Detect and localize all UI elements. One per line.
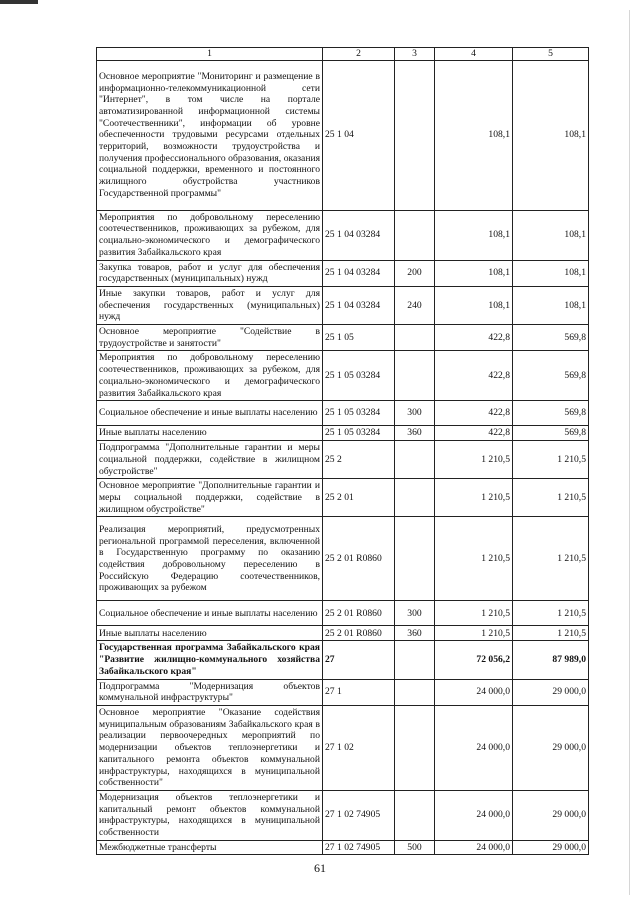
row-amount-year2-cell: 108,1: [513, 210, 589, 260]
row-amount-year1-cell: 72 056,2: [435, 641, 513, 679]
page-number: 61: [314, 861, 326, 875]
row-amount-year1-cell: 24 000,0: [435, 790, 513, 840]
table-row: [97, 325, 589, 351]
page-edge-line: [629, 10, 630, 895]
table-row: [97, 790, 589, 840]
row-expense-type-cell: [395, 325, 435, 351]
row-name-cell: Модернизация объектов теплоэнергетики и капитальный ремонт объектов коммунальной инфраструктуры, находящихся в муниципальной собственности: [97, 790, 323, 840]
row-amount-year1-cell: 1 210,5: [435, 479, 513, 517]
column-header-3: 3: [395, 48, 435, 61]
table-row: [97, 679, 589, 705]
row-expense-type-cell: [395, 641, 435, 679]
row-amount-year2-cell: 1 210,5: [513, 479, 589, 517]
row-name-cell: Социальное обеспечение и иные выплаты населению: [97, 401, 323, 426]
row-amount-year1-cell: 422,8: [435, 426, 513, 441]
column-header-5: 5: [513, 48, 589, 61]
row-code-cell: 27 1: [323, 679, 395, 705]
row-expense-type-cell: 500: [395, 840, 435, 855]
row-name-cell: Мероприятия по добровольному переселению соотечественников, проживающих за рубежом, для социально-экономического и демографического развития Забайкальского края: [97, 210, 323, 260]
row-code-cell: 25 2 01: [323, 479, 395, 517]
row-amount-year1-cell: 108,1: [435, 286, 513, 324]
row-expense-type-cell: 360: [395, 626, 435, 641]
row-expense-type-cell: [395, 679, 435, 705]
column-header-4: 4: [435, 48, 513, 61]
row-code-cell: 25 2: [323, 441, 395, 479]
row-code-cell: 27: [323, 641, 395, 679]
row-amount-year2-cell: 569,8: [513, 351, 589, 401]
row-amount-year2-cell: 569,8: [513, 401, 589, 426]
row-code-cell: 25 1 04 03284: [323, 210, 395, 260]
row-name-cell: Закупка товаров, работ и услуг для обеспечения государственных (муниципальных) нужд: [97, 260, 323, 286]
row-amount-year2-cell: 1 210,5: [513, 601, 589, 626]
row-code-cell: 25 2 01 R0860: [323, 626, 395, 641]
row-code-cell: 25 2 01 R0860: [323, 601, 395, 626]
row-code-cell: 25 1 05: [323, 325, 395, 351]
row-amount-year1-cell: 24 000,0: [435, 679, 513, 705]
row-name-cell: Иные выплаты населению: [97, 626, 323, 641]
row-code-cell: 27 1 02 74905: [323, 790, 395, 840]
row-expense-type-cell: [395, 351, 435, 401]
row-name-cell: Мероприятия по добровольному переселению соотечественников, проживающих за рубежом, для социально-экономического и демографического развития Забайкальского края: [97, 351, 323, 401]
budget-table: [96, 47, 589, 855]
row-amount-year2-cell: 108,1: [513, 286, 589, 324]
table-row: [97, 705, 589, 790]
row-name-cell: Основное мероприятие "Мониторинг и размещение в информационно-телекоммуникационной сети "Интернет", в том числе на портале автоматизированной информационной системы "Соотечественники", информации об уровне обеспеченности трудовыми ресурсами отдельных территорий, возможности трудоустройства и получения профессионального образования, оказания социальной поддержки, временного и постоянного жилищного обустройства участников Государственной программы": [97, 60, 323, 210]
row-amount-year2-cell: 29 000,0: [513, 679, 589, 705]
row-code-cell: 25 1 05 03284: [323, 426, 395, 441]
table-row: [97, 479, 589, 517]
row-amount-year1-cell: 108,1: [435, 260, 513, 286]
row-amount-year1-cell: 108,1: [435, 60, 513, 210]
row-amount-year2-cell: 1 210,5: [513, 626, 589, 641]
table-row: [97, 426, 589, 441]
row-expense-type-cell: 360: [395, 426, 435, 441]
row-name-cell: Подпрограмма "Дополнительные гарантии и меры социальной поддержки, содействие в жилищном обустройстве": [97, 441, 323, 479]
row-name-cell: Реализация мероприятий, предусмотренных региональной программой переселения, включенной в Государственную программу по оказанию содействия добровольному переселению в Российскую Федерацию соотечественников, проживающих за рубежом: [97, 517, 323, 601]
row-expense-type-cell: 200: [395, 260, 435, 286]
row-amount-year2-cell: 1 210,5: [513, 441, 589, 479]
row-expense-type-cell: [395, 479, 435, 517]
row-expense-type-cell: [395, 441, 435, 479]
row-amount-year2-cell: 569,8: [513, 325, 589, 351]
row-amount-year2-cell: 29 000,0: [513, 840, 589, 855]
row-amount-year1-cell: 24 000,0: [435, 840, 513, 855]
row-code-cell: 25 1 04 03284: [323, 286, 395, 324]
row-amount-year1-cell: 1 210,5: [435, 441, 513, 479]
row-amount-year1-cell: 1 210,5: [435, 626, 513, 641]
table-row: [97, 840, 589, 855]
table-row: [97, 210, 589, 260]
row-amount-year1-cell: 108,1: [435, 210, 513, 260]
row-name-cell: Социальное обеспечение и иные выплаты населению: [97, 601, 323, 626]
row-name-cell: Подпрограмма "Модернизация объектов коммунальной инфраструктуры": [97, 679, 323, 705]
table-row: [97, 641, 589, 679]
table-row: [97, 286, 589, 324]
row-code-cell: 27 1 02 74905: [323, 840, 395, 855]
row-code-cell: 25 1 04: [323, 60, 395, 210]
row-expense-type-cell: 240: [395, 286, 435, 324]
row-amount-year1-cell: 422,8: [435, 351, 513, 401]
table-row: [97, 601, 589, 626]
scan-edge-mark: [0, 0, 38, 4]
row-amount-year1-cell: 24 000,0: [435, 705, 513, 790]
row-name-cell: Иные закупки товаров, работ и услуг для обеспечения государственных (муниципальных) нужд: [97, 286, 323, 324]
row-expense-type-cell: [395, 705, 435, 790]
row-name-cell: Основное мероприятие "Оказание содействия муниципальным образованиям Забайкальского края в реализации первоочередных мероприятий по модернизации объектов теплоэнергетики и капитального ремонта объектов коммунальной инфраструктуры, находящихся в муниципальной собственности": [97, 705, 323, 790]
row-amount-year1-cell: 1 210,5: [435, 601, 513, 626]
row-name-cell: Государственная программа Забайкальского края "Развитие жилищно-коммунального хозяйства Забайкальского края": [97, 641, 323, 679]
row-name-cell: Иные выплаты населению: [97, 426, 323, 441]
table-row: [97, 351, 589, 401]
row-amount-year2-cell: 108,1: [513, 260, 589, 286]
row-expense-type-cell: [395, 517, 435, 601]
table-row: [97, 517, 589, 601]
column-header-1: 1: [97, 48, 323, 61]
row-amount-year1-cell: 1 210,5: [435, 517, 513, 601]
row-name-cell: Основное мероприятие "Содействие в трудоустройстве и занятости": [97, 325, 323, 351]
row-amount-year1-cell: 422,8: [435, 325, 513, 351]
row-expense-type-cell: [395, 790, 435, 840]
row-expense-type-cell: [395, 210, 435, 260]
header-row: [97, 48, 589, 61]
row-code-cell: 25 1 05 03284: [323, 351, 395, 401]
row-code-cell: 25 1 05 03284: [323, 401, 395, 426]
table-body: [97, 60, 589, 855]
row-amount-year2-cell: 29 000,0: [513, 705, 589, 790]
row-code-cell: 25 1 04 03284: [323, 260, 395, 286]
row-amount-year2-cell: 1 210,5: [513, 517, 589, 601]
row-code-cell: 25 2 01 R0860: [323, 517, 395, 601]
row-name-cell: Основное мероприятие "Дополнительные гарантии и меры социальной поддержки, содействие в жилищном обустройстве": [97, 479, 323, 517]
table-row: [97, 401, 589, 426]
row-amount-year2-cell: 29 000,0: [513, 790, 589, 840]
row-amount-year1-cell: 422,8: [435, 401, 513, 426]
row-amount-year2-cell: 108,1: [513, 60, 589, 210]
row-expense-type-cell: [395, 60, 435, 210]
table-row: [97, 60, 589, 210]
table-row: [97, 441, 589, 479]
row-code-cell: 27 1 02: [323, 705, 395, 790]
table-row: [97, 260, 589, 286]
row-amount-year2-cell: 569,8: [513, 426, 589, 441]
row-expense-type-cell: 300: [395, 401, 435, 426]
row-name-cell: Межбюджетные трансферты: [97, 840, 323, 855]
row-amount-year2-cell: 87 989,0: [513, 641, 589, 679]
row-expense-type-cell: 300: [395, 601, 435, 626]
column-header-2: 2: [323, 48, 395, 61]
table-row: [97, 626, 589, 641]
